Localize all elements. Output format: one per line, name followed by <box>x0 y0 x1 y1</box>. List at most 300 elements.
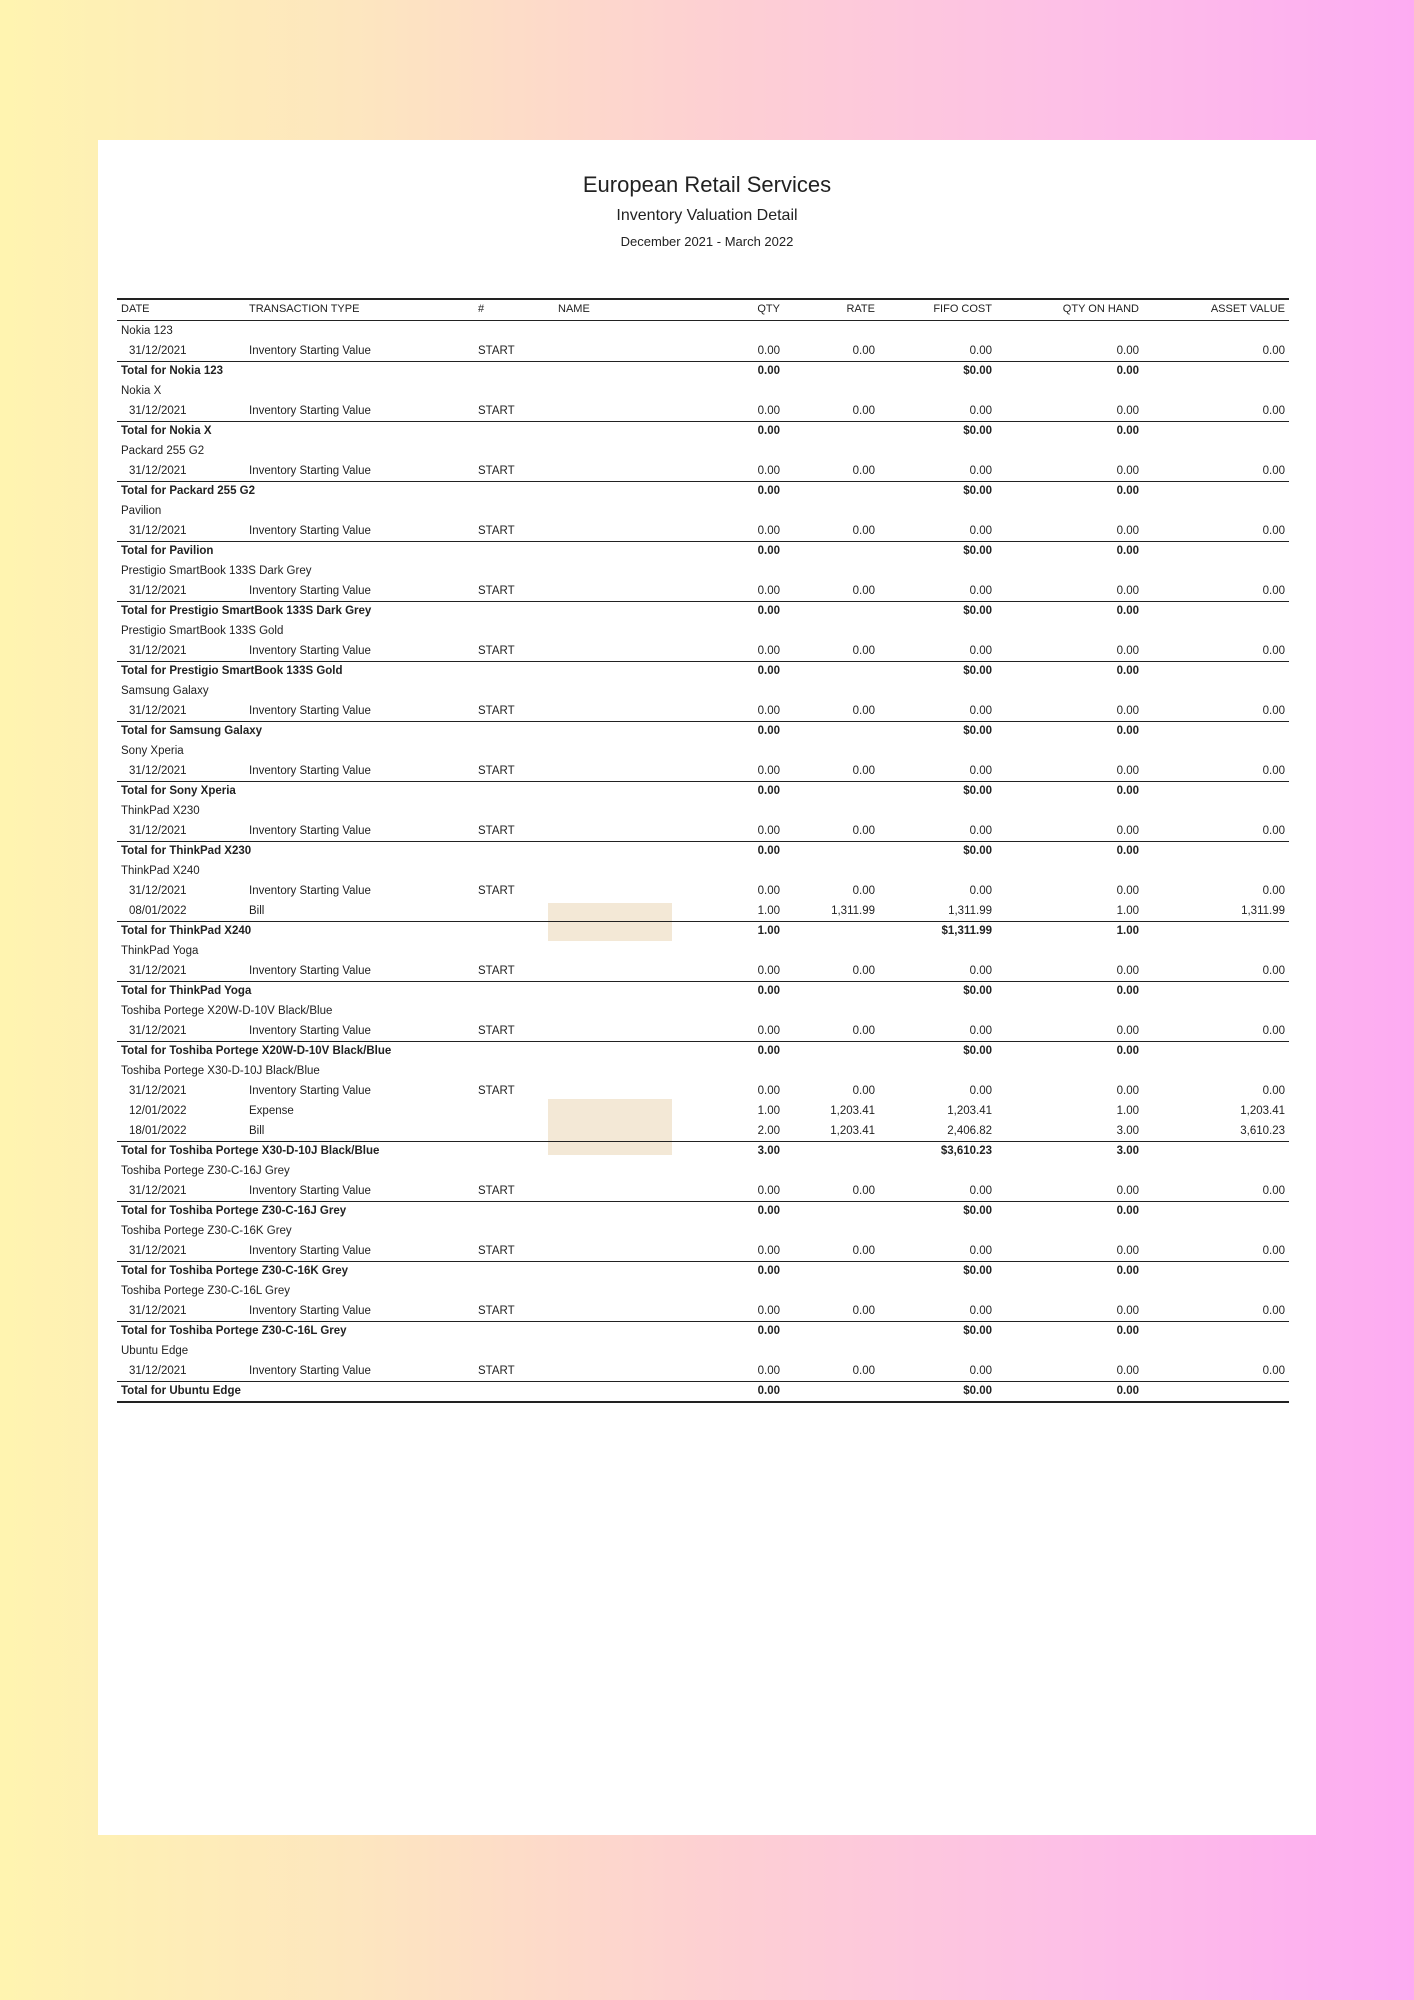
cell-fifo-cost: 0.00 <box>969 645 992 657</box>
cell-transaction-type: Inventory Starting Value <box>249 1245 371 1257</box>
cell-fifo-cost: 0.00 <box>969 465 992 477</box>
cell-qty: 0.00 <box>757 965 780 977</box>
cell-qty-on-hand: 0.00 <box>1116 825 1139 837</box>
total-qty-on-hand: 0.00 <box>1116 725 1139 737</box>
report-page <box>98 140 1316 1835</box>
total-qty-on-hand: 0.00 <box>1116 605 1139 617</box>
cell-date: 08/01/2022 <box>129 905 187 917</box>
table-row <box>117 401 1289 421</box>
total-qty: 0.00 <box>757 1205 780 1217</box>
col-qty: QTY <box>757 303 780 315</box>
item-name: Toshiba Portege Z30-C-16L Grey <box>121 1285 290 1297</box>
item-name: Prestigio SmartBook 133S Gold <box>121 625 284 637</box>
total-qty-on-hand: 0.00 <box>1116 545 1139 557</box>
cell-num: START <box>478 465 515 477</box>
item-group <box>117 621 1289 681</box>
cell-fifo-cost: 2,406.82 <box>947 1125 992 1137</box>
cell-rate: 0.00 <box>852 885 875 897</box>
item-group <box>117 561 1289 621</box>
cell-fifo-cost: 0.00 <box>969 705 992 717</box>
table-row <box>117 1021 1289 1041</box>
cell-fifo-cost: 0.00 <box>969 1305 992 1317</box>
cell-qty: 0.00 <box>757 885 780 897</box>
total-qty: 0.00 <box>757 725 780 737</box>
cell-qty-on-hand: 0.00 <box>1116 1305 1139 1317</box>
cell-asset-value: 0.00 <box>1262 1025 1285 1037</box>
cell-transaction-type: Inventory Starting Value <box>249 525 371 537</box>
table-row <box>117 1121 1289 1141</box>
item-group <box>117 1061 1289 1161</box>
cell-fifo-cost: 0.00 <box>969 765 992 777</box>
group-total-row <box>117 421 1289 441</box>
cell-asset-value: 3,610.23 <box>1240 1125 1285 1137</box>
cell-rate: 0.00 <box>852 765 875 777</box>
cell-rate: 0.00 <box>852 525 875 537</box>
table-row <box>117 1101 1289 1121</box>
cell-qty: 0.00 <box>757 645 780 657</box>
total-fifo-cost: $1,311.99 <box>941 925 992 937</box>
group-total-row <box>117 601 1289 621</box>
total-fifo-cost: $0.00 <box>963 485 992 497</box>
total-qty-on-hand: 0.00 <box>1116 1205 1139 1217</box>
cell-asset-value: 0.00 <box>1262 345 1285 357</box>
cell-asset-value: 0.00 <box>1262 705 1285 717</box>
cell-transaction-type: Inventory Starting Value <box>249 885 371 897</box>
total-qty-on-hand: 0.00 <box>1116 425 1139 437</box>
item-name: Nokia X <box>121 385 162 397</box>
cell-qty: 0.00 <box>757 345 780 357</box>
item-group <box>117 1341 1289 1401</box>
total-fifo-cost: $0.00 <box>963 545 992 557</box>
cell-transaction-type: Bill <box>249 1125 265 1137</box>
group-total-row <box>117 481 1289 501</box>
cell-date: 31/12/2021 <box>129 585 187 597</box>
report-header <box>98 172 1316 250</box>
item-name: ThinkPad X240 <box>121 865 200 877</box>
cell-asset-value: 0.00 <box>1262 1365 1285 1377</box>
cell-rate: 0.00 <box>852 465 875 477</box>
cell-qty: 0.00 <box>757 525 780 537</box>
cell-qty-on-hand: 0.00 <box>1116 645 1139 657</box>
cell-qty-on-hand: 0.00 <box>1116 465 1139 477</box>
item-name: Nokia 123 <box>121 325 173 337</box>
total-qty: 0.00 <box>757 545 780 557</box>
item-group <box>117 321 1289 381</box>
cell-asset-value: 1,203.41 <box>1240 1105 1285 1117</box>
col-transaction-type: TRANSACTION TYPE <box>249 303 360 315</box>
table-row <box>117 1181 1289 1201</box>
col-date: DATE <box>121 303 150 315</box>
col-name: NAME <box>558 303 590 315</box>
cell-asset-value: 0.00 <box>1262 645 1285 657</box>
item-group <box>117 681 1289 741</box>
cell-fifo-cost: 0.00 <box>969 1185 992 1197</box>
cell-rate: 0.00 <box>852 1245 875 1257</box>
cell-qty: 0.00 <box>757 1025 780 1037</box>
cell-transaction-type: Inventory Starting Value <box>249 765 371 777</box>
cell-date: 31/12/2021 <box>129 645 187 657</box>
cell-fifo-cost: 0.00 <box>969 585 992 597</box>
cell-transaction-type: Inventory Starting Value <box>249 585 371 597</box>
cell-asset-value: 0.00 <box>1262 885 1285 897</box>
cell-qty: 0.00 <box>757 585 780 597</box>
cell-transaction-type: Inventory Starting Value <box>249 705 371 717</box>
cell-date: 12/01/2022 <box>129 1105 187 1117</box>
cell-date: 31/12/2021 <box>129 465 187 477</box>
item-name: ThinkPad Yoga <box>121 945 199 957</box>
total-qty-on-hand: 0.00 <box>1116 1325 1139 1337</box>
table-row <box>117 761 1289 781</box>
cell-qty-on-hand: 0.00 <box>1116 405 1139 417</box>
cell-transaction-type: Inventory Starting Value <box>249 965 371 977</box>
cell-asset-value: 0.00 <box>1262 465 1285 477</box>
cell-num: START <box>478 1305 515 1317</box>
cell-date: 31/12/2021 <box>129 1085 187 1097</box>
total-qty: 0.00 <box>757 845 780 857</box>
cell-date: 31/12/2021 <box>129 965 187 977</box>
total-qty: 0.00 <box>757 785 780 797</box>
cell-date: 31/12/2021 <box>129 705 187 717</box>
cell-num: START <box>478 1025 515 1037</box>
group-total-row <box>117 1201 1289 1221</box>
cell-qty-on-hand: 0.00 <box>1116 585 1139 597</box>
total-fifo-cost: $0.00 <box>963 1205 992 1217</box>
table-row <box>117 641 1289 661</box>
cell-rate: 0.00 <box>852 585 875 597</box>
total-label: Total for Pavilion <box>121 545 214 557</box>
cell-date: 31/12/2021 <box>129 525 187 537</box>
cell-rate: 0.00 <box>852 405 875 417</box>
cell-date: 31/12/2021 <box>129 1025 187 1037</box>
table-row <box>117 1301 1289 1321</box>
cell-transaction-type: Inventory Starting Value <box>249 1305 371 1317</box>
cell-asset-value: 0.00 <box>1262 1185 1285 1197</box>
table-row <box>117 881 1289 901</box>
cell-fifo-cost: 0.00 <box>969 965 992 977</box>
total-qty: 0.00 <box>757 985 780 997</box>
total-qty: 1.00 <box>757 925 780 937</box>
cell-num: START <box>478 585 515 597</box>
table-body <box>117 321 1289 1401</box>
cell-transaction-type: Inventory Starting Value <box>249 465 371 477</box>
total-qty-on-hand: 0.00 <box>1116 785 1139 797</box>
item-name: Toshiba Portege X30-D-10J Black/Blue <box>121 1065 320 1077</box>
cell-rate: 0.00 <box>852 1185 875 1197</box>
cell-date: 18/01/2022 <box>129 1125 187 1137</box>
total-fifo-cost: $0.00 <box>963 1325 992 1337</box>
cell-num: START <box>478 885 515 897</box>
cell-num: START <box>478 525 515 537</box>
cell-num: START <box>478 825 515 837</box>
table-row <box>117 901 1289 921</box>
total-fifo-cost: $0.00 <box>963 785 992 797</box>
cell-qty-on-hand: 0.00 <box>1116 885 1139 897</box>
cell-qty-on-hand: 0.00 <box>1116 1245 1139 1257</box>
cell-transaction-type: Inventory Starting Value <box>249 645 371 657</box>
total-fifo-cost: $0.00 <box>963 1265 992 1277</box>
cell-qty-on-hand: 3.00 <box>1116 1125 1139 1137</box>
total-label: Total for Prestigio SmartBook 133S Gold <box>121 665 343 677</box>
total-label: Total for Sony Xperia <box>121 785 236 797</box>
cell-qty-on-hand: 0.00 <box>1116 1025 1139 1037</box>
group-total-row <box>117 661 1289 681</box>
item-name: Sony Xperia <box>121 745 184 757</box>
cell-asset-value: 0.00 <box>1262 525 1285 537</box>
table-row <box>117 1081 1289 1101</box>
total-fifo-cost: $0.00 <box>963 725 992 737</box>
cell-rate: 1,203.41 <box>830 1125 875 1137</box>
cell-asset-value: 0.00 <box>1262 1305 1285 1317</box>
total-label: Total for Toshiba Portege X30-D-10J Black/Blue <box>121 1145 380 1157</box>
cell-asset-value: 0.00 <box>1262 825 1285 837</box>
total-qty-on-hand: 0.00 <box>1116 485 1139 497</box>
cell-qty-on-hand: 0.00 <box>1116 705 1139 717</box>
cell-date: 31/12/2021 <box>129 405 187 417</box>
report-period: December 2021 - March 2022 <box>620 234 794 249</box>
cell-qty: 0.00 <box>757 1185 780 1197</box>
cell-asset-value: 0.00 <box>1262 585 1285 597</box>
item-name: Samsung Galaxy <box>121 685 209 697</box>
table-row <box>117 701 1289 721</box>
col-num: # <box>478 303 485 315</box>
total-qty-on-hand: 0.00 <box>1116 665 1139 677</box>
total-fifo-cost: $0.00 <box>963 425 992 437</box>
cell-date: 31/12/2021 <box>129 765 187 777</box>
group-total-row <box>117 781 1289 801</box>
item-group <box>117 941 1289 1001</box>
table-row <box>117 521 1289 541</box>
cell-transaction-type: Inventory Starting Value <box>249 405 371 417</box>
total-qty: 0.00 <box>757 1385 780 1397</box>
item-name: Toshiba Portege X20W-D-10V Black/Blue <box>121 1005 333 1017</box>
cell-qty-on-hand: 0.00 <box>1116 765 1139 777</box>
cell-asset-value: 0.00 <box>1262 1085 1285 1097</box>
total-fifo-cost: $0.00 <box>963 985 992 997</box>
total-label: Total for Nokia 123 <box>121 365 224 377</box>
item-group <box>117 1161 1289 1221</box>
item-name: Toshiba Portege Z30-C-16J Grey <box>121 1165 290 1177</box>
item-group <box>117 741 1289 801</box>
total-qty: 0.00 <box>757 425 780 437</box>
cell-fifo-cost: 0.00 <box>969 1025 992 1037</box>
report-title: Inventory Valuation Detail <box>616 207 798 224</box>
cell-fifo-cost: 0.00 <box>969 1245 992 1257</box>
cell-rate: 0.00 <box>852 1305 875 1317</box>
total-label: Total for Packard 255 G2 <box>121 485 256 497</box>
cell-fifo-cost: 0.00 <box>969 885 992 897</box>
cell-qty-on-hand: 1.00 <box>1116 905 1139 917</box>
group-total-row <box>117 1041 1289 1061</box>
cell-qty-on-hand: 0.00 <box>1116 965 1139 977</box>
cell-qty-on-hand: 0.00 <box>1116 1365 1139 1377</box>
total-qty-on-hand: 3.00 <box>1116 1145 1139 1157</box>
cell-qty: 0.00 <box>757 465 780 477</box>
group-total-row <box>117 721 1289 741</box>
item-name: Toshiba Portege Z30-C-16K Grey <box>121 1225 292 1237</box>
cell-num: START <box>478 1245 515 1257</box>
cell-qty-on-hand: 0.00 <box>1116 1085 1139 1097</box>
cell-fifo-cost: 1,311.99 <box>948 905 992 917</box>
item-group <box>117 1001 1289 1061</box>
total-fifo-cost: $0.00 <box>963 605 992 617</box>
cell-fifo-cost: 0.00 <box>969 825 992 837</box>
group-total-row <box>117 541 1289 561</box>
table-row <box>117 581 1289 601</box>
table-row <box>117 1361 1289 1381</box>
cell-transaction-type: Inventory Starting Value <box>249 1365 371 1377</box>
item-group <box>117 801 1289 861</box>
total-label: Total for Toshiba Portege Z30-C-16K Grey <box>121 1265 349 1277</box>
total-qty-on-hand: 0.00 <box>1116 1385 1139 1397</box>
total-qty: 0.00 <box>757 485 780 497</box>
table-header <box>117 298 1289 321</box>
table-end-rule <box>117 1401 1289 1403</box>
cell-fifo-cost: 0.00 <box>969 1085 992 1097</box>
table-row <box>117 341 1289 361</box>
total-label: Total for Ubuntu Edge <box>121 1385 241 1397</box>
company-name: European Retail Services <box>582 172 832 197</box>
cell-fifo-cost: 0.00 <box>969 1365 992 1377</box>
cell-qty: 0.00 <box>757 1365 780 1377</box>
cell-date: 31/12/2021 <box>129 1185 187 1197</box>
total-qty: 0.00 <box>757 1265 780 1277</box>
cell-num: START <box>478 965 515 977</box>
cell-transaction-type: Inventory Starting Value <box>249 345 371 357</box>
cell-qty: 0.00 <box>757 1085 780 1097</box>
item-name: Prestigio SmartBook 133S Dark Grey <box>121 565 312 577</box>
inventory-table <box>117 298 1289 1403</box>
cell-num: START <box>478 705 515 717</box>
col-fifo-cost: FIFO COST <box>933 303 992 315</box>
cell-date: 31/12/2021 <box>129 1245 187 1257</box>
total-label: Total for Toshiba Portege X20W-D-10V Black/Blue <box>121 1045 392 1057</box>
cell-rate: 0.00 <box>852 345 875 357</box>
group-total-row <box>117 1261 1289 1281</box>
total-label: Total for Toshiba Portege Z30-C-16J Grey <box>121 1205 347 1217</box>
cell-rate: 0.00 <box>852 705 875 717</box>
total-fifo-cost: $0.00 <box>963 1045 992 1057</box>
cell-num: START <box>478 1185 515 1197</box>
total-qty: 0.00 <box>757 365 780 377</box>
total-qty-on-hand: 1.00 <box>1116 925 1139 937</box>
cell-qty: 1.00 <box>757 1105 780 1117</box>
item-group <box>117 1281 1289 1341</box>
total-qty-on-hand: 0.00 <box>1116 985 1139 997</box>
group-total-row <box>117 841 1289 861</box>
cell-rate: 0.00 <box>852 1085 875 1097</box>
cell-transaction-type: Bill <box>249 905 265 917</box>
group-total-row <box>117 921 1289 941</box>
table-row <box>117 821 1289 841</box>
total-fifo-cost: $0.00 <box>963 365 992 377</box>
cell-date: 31/12/2021 <box>129 1365 187 1377</box>
cell-fifo-cost: 0.00 <box>969 405 992 417</box>
cell-rate: 0.00 <box>852 645 875 657</box>
col-asset-value: ASSET VALUE <box>1210 303 1285 315</box>
cell-date: 31/12/2021 <box>129 345 187 357</box>
cell-qty: 0.00 <box>757 825 780 837</box>
cell-asset-value: 0.00 <box>1262 1245 1285 1257</box>
cell-rate: 1,311.99 <box>831 905 875 917</box>
item-name: ThinkPad X230 <box>121 805 200 817</box>
total-fifo-cost: $3,610.23 <box>940 1145 992 1157</box>
total-label: Total for Nokia X <box>121 425 212 437</box>
cell-rate: 0.00 <box>852 1025 875 1037</box>
cell-rate: 0.00 <box>852 965 875 977</box>
cell-qty-on-hand: 1.00 <box>1116 1105 1139 1117</box>
table-row <box>117 1241 1289 1261</box>
cell-asset-value: 0.00 <box>1262 405 1285 417</box>
total-label: Total for Toshiba Portege Z30-C-16L Grey <box>121 1325 347 1337</box>
group-total-row <box>117 1321 1289 1341</box>
cell-fifo-cost: 0.00 <box>969 525 992 537</box>
cell-transaction-type: Inventory Starting Value <box>249 1185 371 1197</box>
col-qty-on-hand: QTY ON HAND <box>1062 303 1139 315</box>
cell-transaction-type: Expense <box>249 1105 294 1117</box>
cell-num: START <box>478 1085 515 1097</box>
total-qty: 0.00 <box>757 665 780 677</box>
item-group <box>117 501 1289 561</box>
total-qty-on-hand: 0.00 <box>1116 1045 1139 1057</box>
group-total-row <box>117 1381 1289 1401</box>
cell-num: START <box>478 405 515 417</box>
total-qty: 3.00 <box>757 1145 780 1157</box>
col-rate: RATE <box>846 303 875 315</box>
total-qty: 0.00 <box>757 1045 780 1057</box>
total-fifo-cost: $0.00 <box>963 845 992 857</box>
total-fifo-cost: $0.00 <box>963 1385 992 1397</box>
cell-qty: 0.00 <box>757 765 780 777</box>
cell-asset-value: 0.00 <box>1262 965 1285 977</box>
item-group <box>117 381 1289 441</box>
cell-fifo-cost: 0.00 <box>969 345 992 357</box>
cell-date: 31/12/2021 <box>129 885 187 897</box>
cell-rate: 0.00 <box>852 825 875 837</box>
cell-rate: 1,203.41 <box>830 1105 875 1117</box>
cell-transaction-type: Inventory Starting Value <box>249 1025 371 1037</box>
cell-qty: 0.00 <box>757 705 780 717</box>
total-qty-on-hand: 0.00 <box>1116 845 1139 857</box>
table-row <box>117 961 1289 981</box>
cell-transaction-type: Inventory Starting Value <box>249 1085 371 1097</box>
group-total-row <box>117 361 1289 381</box>
table-row <box>117 461 1289 481</box>
item-group <box>117 861 1289 941</box>
cell-num: START <box>478 645 515 657</box>
cell-qty: 2.00 <box>757 1125 780 1137</box>
item-group <box>117 441 1289 501</box>
item-name: Ubuntu Edge <box>121 1345 189 1357</box>
total-label: Total for ThinkPad X240 <box>121 925 252 937</box>
cell-num: START <box>478 345 515 357</box>
cell-date: 31/12/2021 <box>129 825 187 837</box>
cell-qty: 0.00 <box>757 1305 780 1317</box>
cell-rate: 0.00 <box>852 1365 875 1377</box>
total-fifo-cost: $0.00 <box>963 665 992 677</box>
cell-transaction-type: Inventory Starting Value <box>249 825 371 837</box>
cell-qty-on-hand: 0.00 <box>1116 345 1139 357</box>
item-group <box>117 1221 1289 1281</box>
cell-qty: 0.00 <box>757 1245 780 1257</box>
cell-qty-on-hand: 0.00 <box>1116 525 1139 537</box>
total-qty: 0.00 <box>757 605 780 617</box>
group-total-row <box>117 1141 1289 1161</box>
item-name: Pavilion <box>121 505 162 517</box>
cell-num: START <box>478 1365 515 1377</box>
cell-fifo-cost: 1,203.41 <box>947 1105 992 1117</box>
cell-num: START <box>478 765 515 777</box>
total-qty-on-hand: 0.00 <box>1116 365 1139 377</box>
